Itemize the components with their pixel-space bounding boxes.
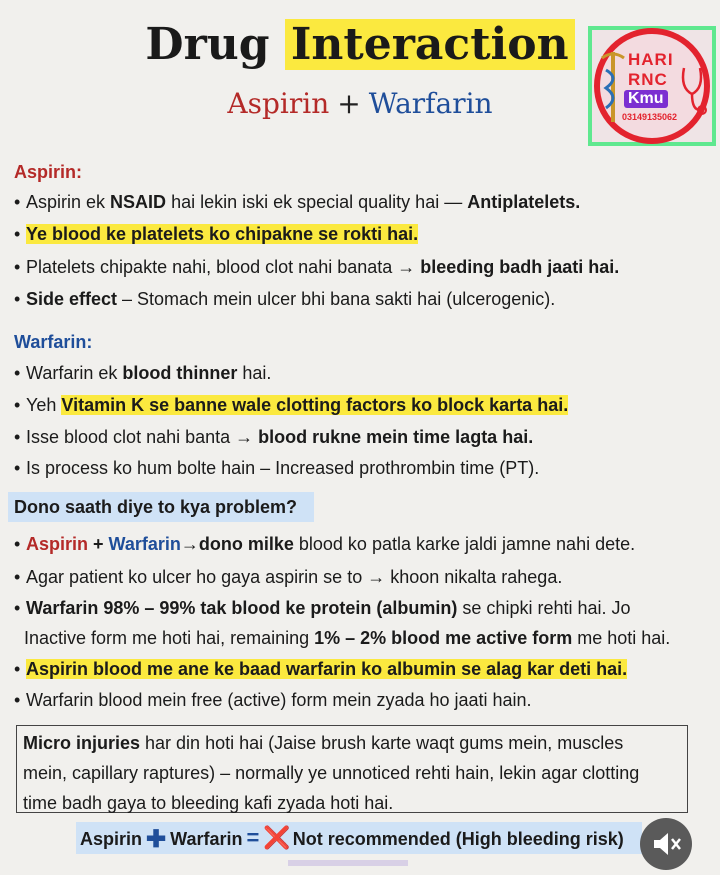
title-plain: Drug: [145, 19, 270, 70]
micro-injuries-note: [16, 725, 688, 813]
logo-line2: RNC: [628, 70, 668, 89]
aspirin-bullet-3: • Platelets chipakte nahi, blood clot nahi banata → bleeding badh jaati hai.: [14, 257, 620, 277]
logo-line3: Kmu: [624, 90, 668, 108]
subtitle-warfarin: Warfarin: [368, 87, 493, 120]
aspirin-bullet-2: • Ye blood ke platelets ko chipakne se rokti hai.: [14, 224, 419, 244]
problem-bullet-4: • Aspirin blood me ane ke baad warfarin ko albumin se alag kar deti hai.: [14, 659, 628, 679]
subtitle-plus: +: [337, 87, 361, 120]
warfarin-bullet-1: • Warfarin ek blood thinner hai.: [14, 363, 272, 383]
problem-heading: Dono saath diye to kya problem?: [8, 492, 314, 522]
problem-bullet-3: • Warfarin 98% – 99% tak blood ke protein (albumin) se chipki rehti hai. Jo: [14, 598, 631, 618]
verdict-banner: [76, 822, 642, 854]
equals-icon: =: [246, 825, 260, 850]
mute-button[interactable]: [640, 818, 692, 870]
cropped-footer-fragment: [288, 860, 408, 866]
subtitle-aspirin: Aspirin: [227, 87, 330, 120]
plus-icon: ✚: [146, 826, 167, 853]
arrow-icon: →: [235, 427, 254, 447]
warfarin-heading: Warfarin:: [14, 332, 93, 352]
note-line-2: mein, capillary raptures) – normally ye unnoticed rehti hain, lekin agar clotting: [23, 763, 640, 783]
warfarin-bullet-3: • Isse blood clot nahi banta → blood rukne mein time lagta hai.: [14, 427, 534, 447]
warfarin-bullet-4: • Is process ko hum bolte hain – Increased prothrombin time (PT).: [14, 458, 540, 478]
footer-warfarin: Warfarin: [170, 829, 243, 849]
arrow-icon: →: [397, 257, 416, 277]
note-line-3: time badh gaya to bleeding kafi zyada hoti hai.: [23, 793, 394, 813]
problem-bullet-2: • Agar patient ko ulcer ho gaya aspirin se to → khoon nikalta rahega.: [14, 567, 563, 587]
brand-logo: [588, 26, 716, 146]
problem-bullet-3-continued: Inactive form me hoti hai, remaining 1% – 2% blood me active form me hoti hai.: [24, 628, 671, 648]
footer-verdict: Not recommended (High bleeding risk): [292, 829, 624, 849]
arrow-icon: →: [367, 567, 386, 587]
warfarin-bullet-2: • Yeh Vitamin K se banne wale clotting factors ko block karta hai.: [14, 395, 569, 415]
aspirin-heading: Aspirin:: [14, 162, 83, 182]
cross-mark-icon: ❌: [263, 825, 291, 850]
stethoscope-icon: [678, 66, 708, 116]
arrow-icon: →: [180, 534, 199, 554]
footer-aspirin: Aspirin: [80, 829, 143, 849]
aspirin-bullet-4: • Side effect – Stomach mein ulcer bhi bana sakti hai (ulcerogenic).: [14, 289, 556, 309]
logo-line1: HARI: [628, 50, 674, 69]
aspirin-bullet-1: • Aspirin ek NSAID hai lekin iski ek special quality hai — Antiplatelets.: [14, 192, 581, 212]
speaker-muted-icon: [640, 818, 692, 870]
logo-phone: 03149135062: [622, 112, 678, 122]
problem-bullet-1: • Aspirin + Warfarin→dono milke blood ko patla karke jaldi jamne nahi dete.: [14, 534, 636, 554]
note-line-1: Micro injuries har din hoti hai (Jaise brush karte waqt gums mein, muscles: [23, 733, 624, 753]
problem-bullet-5: • Warfarin blood mein free (active) form mein zyada ho jaati hain.: [14, 690, 532, 710]
title-highlight: Interaction: [285, 19, 575, 70]
